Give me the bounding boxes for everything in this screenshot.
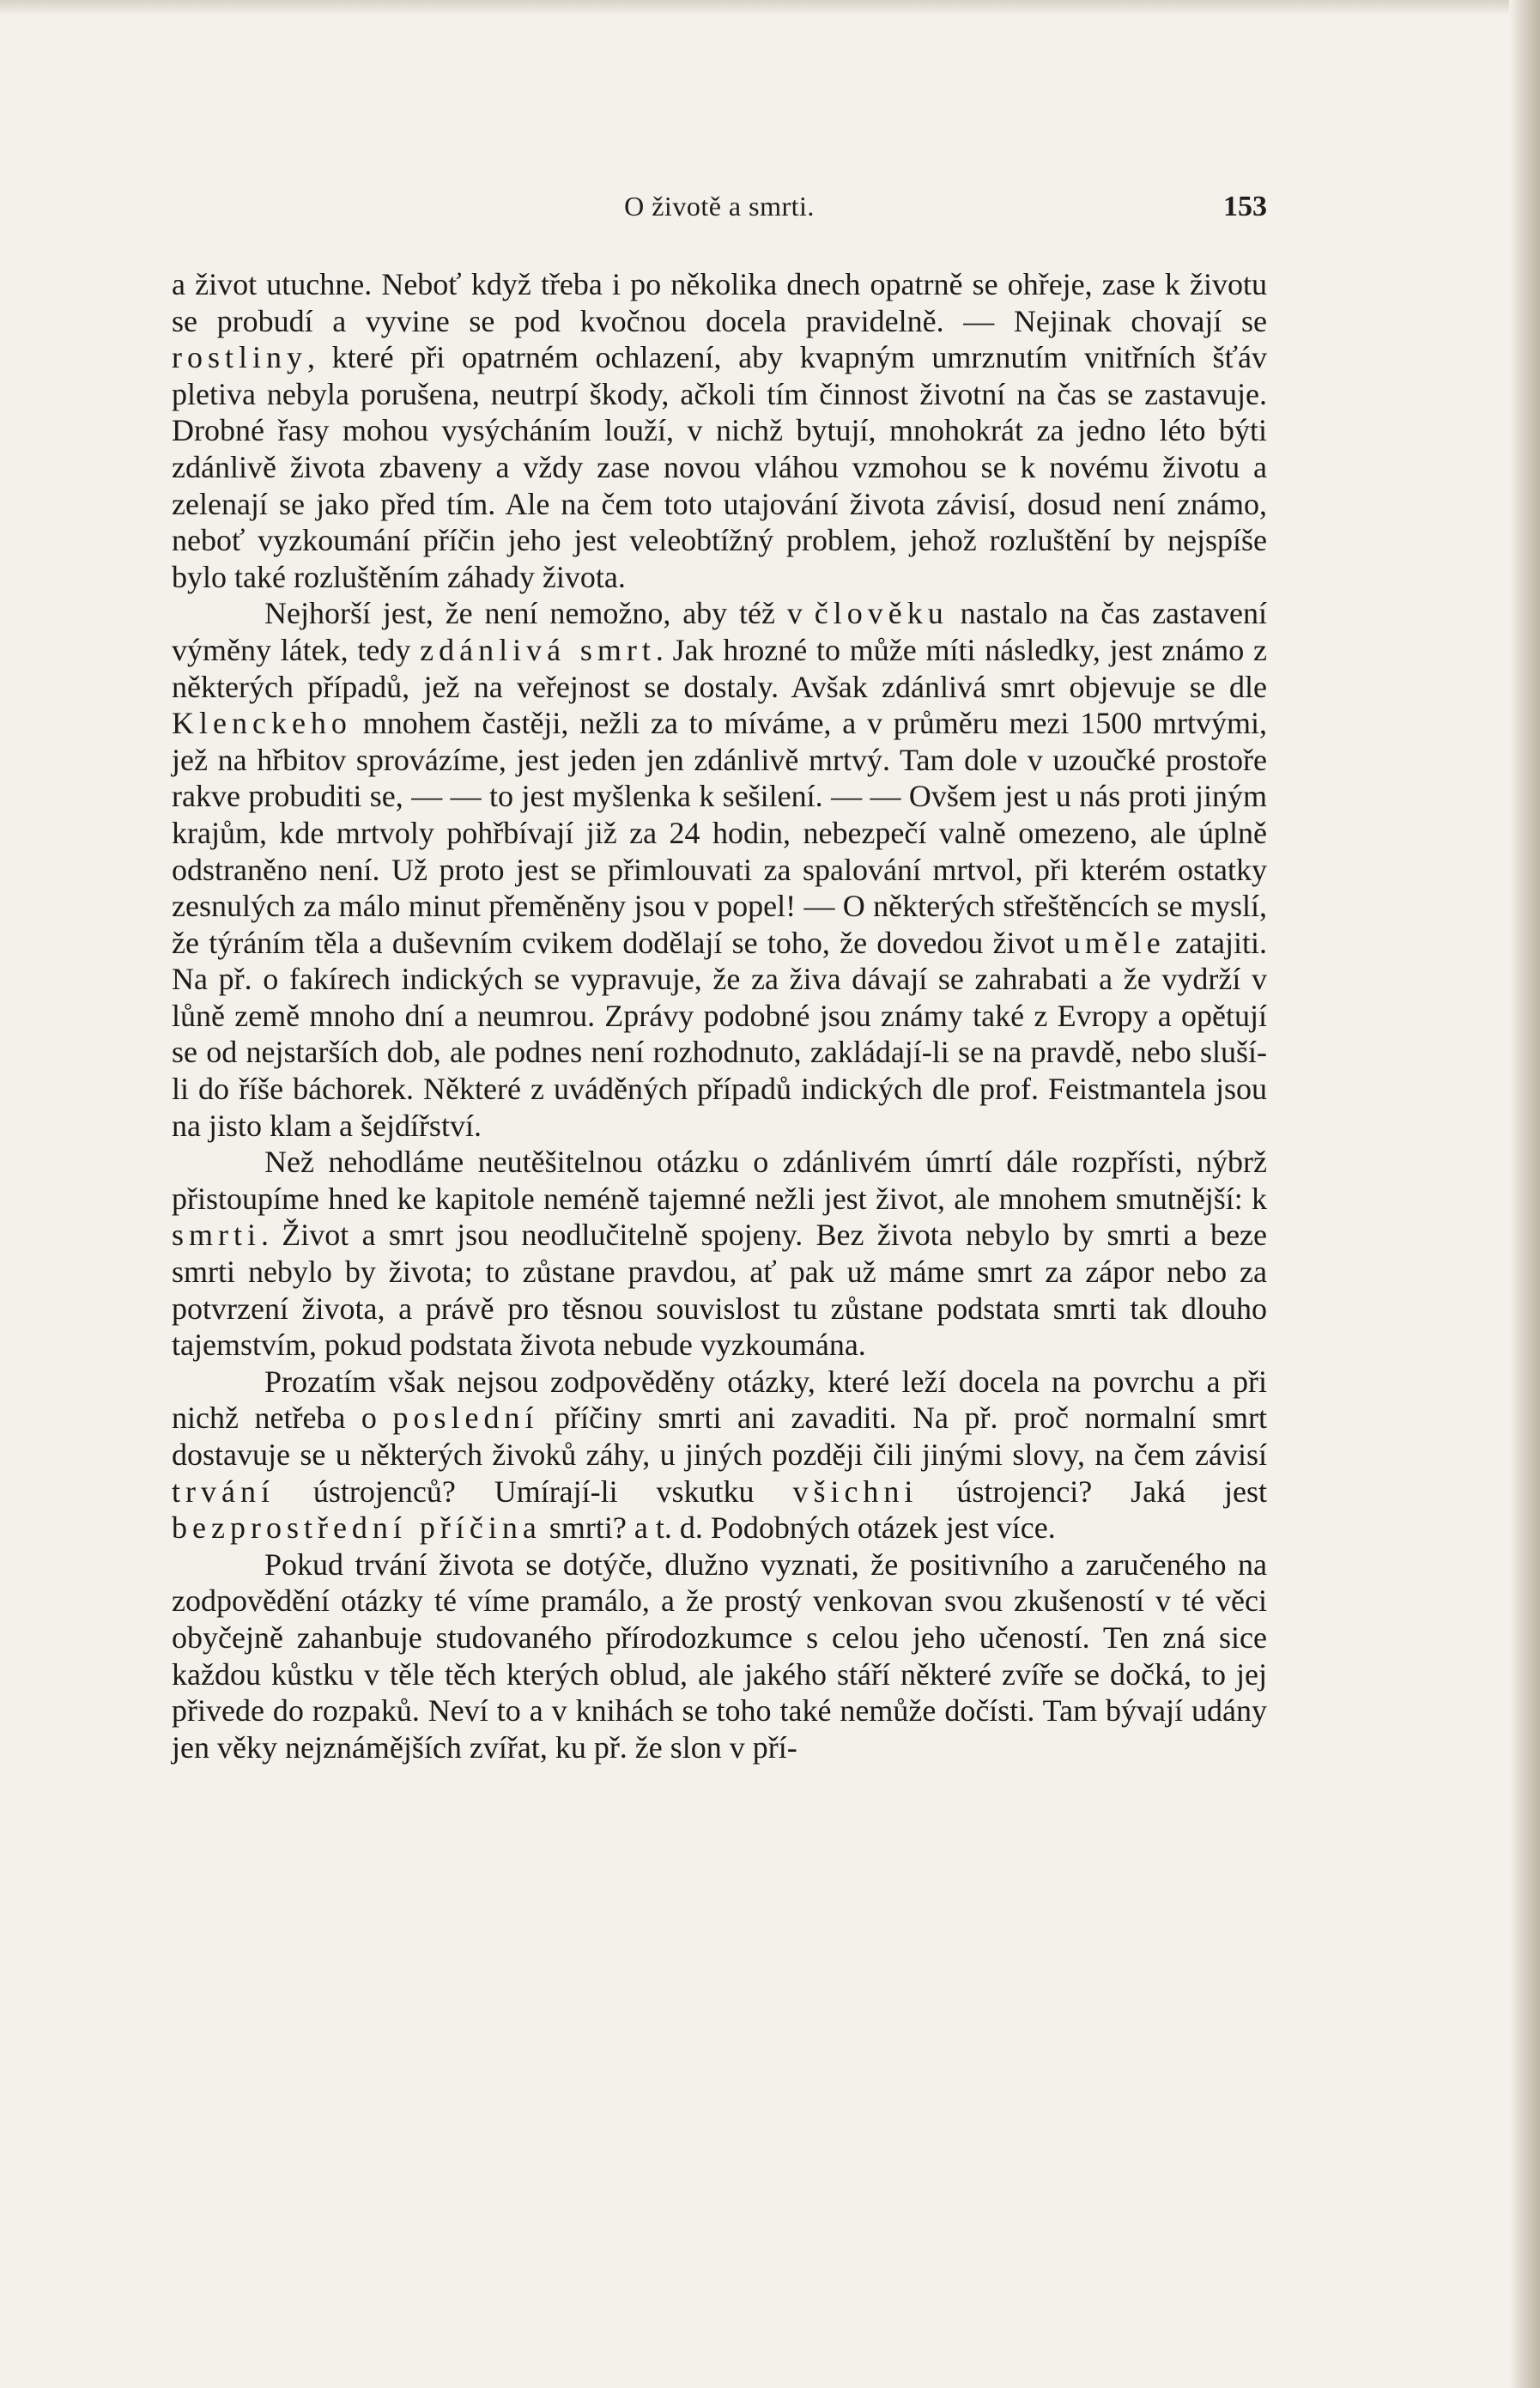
emphasis-spaced: trvání	[172, 1474, 275, 1509]
text-run: smrti? a t. d. Podobných otázek jest více.	[541, 1510, 1056, 1546]
page-top-shadow	[0, 0, 1540, 15]
paragraph-2	[172, 595, 1267, 1144]
text-run: příčiny smrti ani zavaditi. Na př. proč normalní smrt dostavuje se u některých živoků záhy, u jiných později čili jinými slovy, na čem závisí	[172, 1401, 1267, 1472]
emphasis-spaced: člověku	[814, 596, 949, 631]
text-run: Než nehodláme neutěšitelnou otázku o zdánlivém úmrtí dále rozpřísti, nýbrž přistoupíme hned ke kapitole neméně tajemné nežli jest život, ale mnohem smutnější: k	[172, 1145, 1267, 1216]
page-right-edge	[1509, 0, 1540, 2388]
running-title: O životě a smrti.	[624, 191, 815, 222]
text-run: Pokud trvání života se dotýče, dlužno vyznati, že positivního a zaručeného na zodpovědění otázky té víme pramálo, a že prostý venkovan svou zkušeností v té věci obyčejně zahanbuje studovaného přírodozkumce s celou jeho učeností. Ten zná sice každou kůstku v těle těch kterých oblud, ale jakého stáří některé zvíře se dočká, to jej přivede do rozpaků. Neví to a v knihách se toho také nemůže dočísti. Tam bývají udány jen věky nejznámějších zvířat, ku př. že slon v pří-	[172, 1546, 1267, 1765]
text-run: ústrojenců? Umírají-li vskutku	[274, 1474, 793, 1509]
text-run: nastalo na čas zastavení výměny látek, tedy	[172, 596, 1268, 667]
text-run: Nejhorší jest, že není nemožno, aby též v	[264, 596, 815, 631]
paragraph-3	[172, 1144, 1267, 1364]
text-run: . Život a smrt jsou neodlučitelně spojeny. Bez života nebylo by smrti a beze smrti nebylo by života; to zůstane pravdou, ať pak už máme smrt za zápor nebo za potvrzení života, a právě pro těsnou souvislost tu zůstane podstata smrti tak dlouho tajemstvím, pokud podstata života nebude vyzkoumána.	[172, 1218, 1267, 1363]
emphasis-spaced: smrti	[172, 1218, 262, 1253]
emphasis-spaced: zdánlivá smrt	[420, 632, 656, 667]
paragraph-4	[172, 1364, 1267, 1546]
paragraph-1	[172, 266, 1267, 595]
text-run: mnohem častěji, nežli za to míváme, a v průměru mezi 1500 mrtvými, jež na hřbitov sprovázíme, jest jeden jen zdánlivě mrtvý. Tam dole v uzoučké prostoře rakve probuditi se, — — to jest myšlenka k sešilení. — — Ovšem jest u nás proti jiným krajům, kde mrtvoly pohřbívají již za 24 hodin, nebezpečí valně omezeno, ale úplně odstraněno není. Už proto jest se přimlouvati za spalování mrtvol, při kterém ostatky zesnulých za málo minut přeměněny jsou v popel! — O některých střeštěncích se myslí, že týráním těla a duševním cvikem dodělají se toho, že dovedou život	[172, 706, 1267, 960]
emphasis-spaced: uměle	[1064, 925, 1166, 960]
emphasis-spaced: poslední	[392, 1401, 539, 1436]
text-run: Prozatím však nejsou zodpověděny otázky, které leží docela na povrchu a při nichž netřeba o	[172, 1364, 1267, 1436]
text-run: ústrojenci? Jaká jest	[918, 1474, 1267, 1509]
paragraph-5	[172, 1546, 1267, 1766]
body-text	[172, 266, 1267, 1765]
text-run: , které při opatrném ochlazení, aby kvapným umrznutím vnitřních šťáv pletiva nebyla porušena, neutrpí škody, ačkoli tím činnost životní na čas se zastavuje. Drobné řasy mohou vysýcháním louží, v nichž bytují, mnohokrát za jedno léto býti zdánlivě života zbaveny a vždy zase novou vláhou vzmohou se k novému životu a zelenají se jako před tím. Ale na čem toto utajování života závisí, dosud není známo, neboť vyzkoumání příčin jeho jest veleobtížný problem, jehož rozluštění by nejspíše bylo také rozluštěním záhady života.	[172, 340, 1267, 594]
emphasis-spaced: bezprostřední příčina	[172, 1510, 542, 1546]
emphasis-spaced: rostliny	[172, 340, 308, 375]
text-run: a život utuchne. Neboť když třeba i po několika dnech opatrně se ohřeje, zase k životu se probudí a vyvine se pod kvočnou docela pravidelně. — Nejinak chovají se	[172, 267, 1267, 338]
text-run: zatajiti. Na př. o fakírech indických se vypravuje, že za živa dávají se zahrabati a že vydrží v lůně země mnoho dní a neumrou. Zprávy podobné jsou známy také z Evropy a opětují se od nejstarších dob, ale podnes není rozhodnuto, zakládají-li se na pravdě, nebo sluší-li do říše báchorek. Některé z uváděných případů indických dle prof. Feistmantela jsou na jisto klam a šejdířství.	[172, 925, 1267, 1143]
emphasis-spaced: Klenckeho	[172, 706, 352, 741]
page-number: 153	[1223, 191, 1267, 222]
text-run: . Jak hrozné to může míti následky, jest známo z některých případů, jež na veřejnost se dostaly. Avšak zdánlivá smrt objevuje se dle	[172, 632, 1267, 704]
emphasis-spaced: všichni	[792, 1474, 919, 1509]
page-header	[172, 191, 1267, 234]
